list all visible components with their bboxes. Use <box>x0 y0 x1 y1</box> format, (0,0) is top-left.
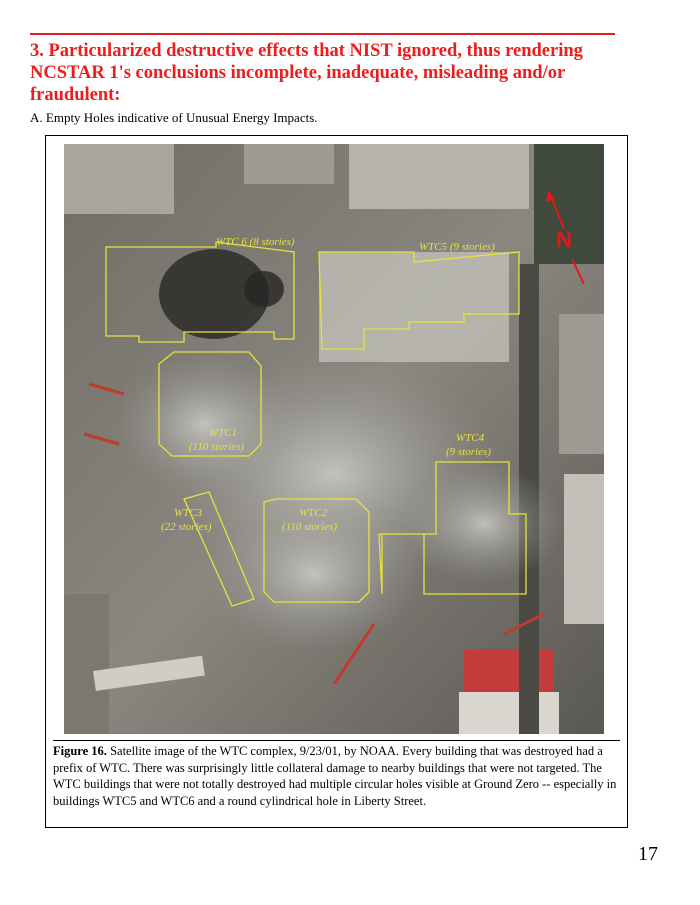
page-number: 17 <box>638 843 658 865</box>
label-wtc1-name: WTC1 <box>209 427 238 439</box>
label-north: N <box>556 227 572 252</box>
label-wtc2-stories: (110 stories) <box>282 521 338 533</box>
section-heading: 3. Particularized destructive effects that NIST ignored, thus rendering NCSTAR 1's conclusions incomplete, inadequate, misleading and/or fraudulent: <box>30 41 583 105</box>
label-wtc3-name: WTC3 <box>174 507 203 519</box>
top-rule <box>30 33 615 35</box>
label-wtc6: WTC 6 (8 stories) <box>216 236 295 248</box>
satellite-image <box>64 144 604 734</box>
subheading: A. Empty Holes indicative of Unusual Energy Impacts. <box>30 110 318 125</box>
label-wtc2-name: WTC2 <box>299 507 328 519</box>
caption-text: Satellite image of the WTC complex, 9/23/01, by NOAA. Every building that was destroyed had a prefix of WTC. There was surprisingly little collateral damage to nearby buildings that were not targeted. The WTC buildings that were not totally destroyed had multiple circular holes visible at Ground Zero -- especially in buildings WTC5 and WTC6 and a round cylindrical hole in Liberty Street. <box>53 744 617 808</box>
figure-box <box>45 135 628 828</box>
label-wtc5: WTC5 (9 stories) <box>419 241 495 253</box>
label-wtc4-stories: (9 stories) <box>446 446 491 458</box>
label-wtc1-stories: (110 stories) <box>189 441 245 453</box>
label-wtc4-name: WTC4 <box>456 432 485 444</box>
figure-caption <box>53 740 620 809</box>
caption-label: Figure 16. <box>53 744 107 758</box>
label-wtc3-stories: (22 stories) <box>161 521 212 533</box>
